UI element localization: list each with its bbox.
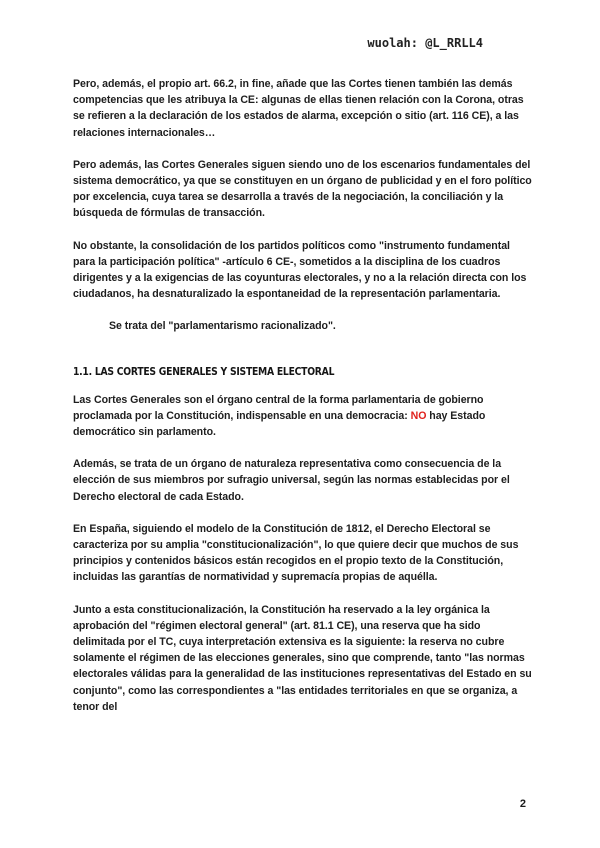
paragraph: No obstante, la consolidación de los partidos políticos como "instrumento fundamental para la participación política" -artículo 6 CE-, sometidos a la disciplina de los cuadros dirigentes y a la exigencias de las coyunturas electorales, y no a la relación directa con los ciudadanos, ha desnaturalizado la espontaneidad de la representación parlamentaria. bbox=[73, 239, 527, 301]
paragraph: Junto a esta constitucionalización, la Constitución ha reservado a la ley orgánica la aprobación del "régimen electoral general" (art. 81.1 CE), una reserva que ha sido delimitada por el TC, cuya interpretación extensiva es la siguiente: la reserva no cubre solamente el régimen de las elecciones generales, sino que comprende, tanto "las normas electorales válidas para la generalidad de las instituciones representativas del Estado en su conjunto", como las correspondientes a "las entidades territoriales en que se organiza, a tenor del bbox=[73, 603, 532, 713]
paragraph-text: hay Estado democrático sin parlamento. bbox=[73, 409, 486, 439]
document-body bbox=[73, 76, 533, 731]
highlight-no: NO bbox=[410, 409, 427, 422]
paragraph: Pero, además, el propio art. 66.2, in fine, añade que las Cortes tienen también las demás competencias que les atribuya la CE: algunas de ellas tienen relación con la Corona, otras se refieren a la declaración de los estados de alarma, excepción o sitio (art. 116 CE), a las relaciones internacionales… bbox=[73, 78, 524, 139]
paragraph-text: Las Cortes Generales son el órgano central de la forma parlamentaria de gobierno proclamada por la Constitución, indispensable en una democracia: bbox=[73, 393, 484, 422]
paragraph: En España, siguiendo el modelo de la Constitución de 1812, el Derecho Electoral se caracteriza por su amplia "constitucionalización", lo que quiere decir que muchos de sus principios y contenidos básicos están recogidos en el propio texto de la Constitución, incluidas las garantías de normatividad y supremacía propias de aquélla. bbox=[73, 522, 519, 584]
section-heading: 1.1. LAS CORTES GENERALES Y SISTEMA ELECTORAL bbox=[73, 364, 335, 378]
watermark: wuolah: @L_RRLL4 bbox=[367, 36, 483, 50]
paragraph: Además, se trata de un órgano de naturaleza representativa como consecuencia de la elección de sus miembros por sufragio universal, según las normas establecidas por el Derecho electoral de cada Estado. bbox=[73, 458, 510, 503]
paragraph-with-highlight bbox=[73, 392, 533, 441]
page-number: 2 bbox=[519, 798, 526, 810]
indented-sentence: Se trata del "parlamentarismo racionalizado". bbox=[109, 320, 336, 333]
paragraph: Pero además, las Cortes Generales siguen siendo uno de los escenarios fundamentales del sistema democrático, ya que se constituyen en un órgano de publicidad y en el foro político por excelencia, cuya tarea se desarrolla a través de la negociación, la conciliación y la búsqueda de fórmulas de transacción. bbox=[73, 158, 532, 220]
